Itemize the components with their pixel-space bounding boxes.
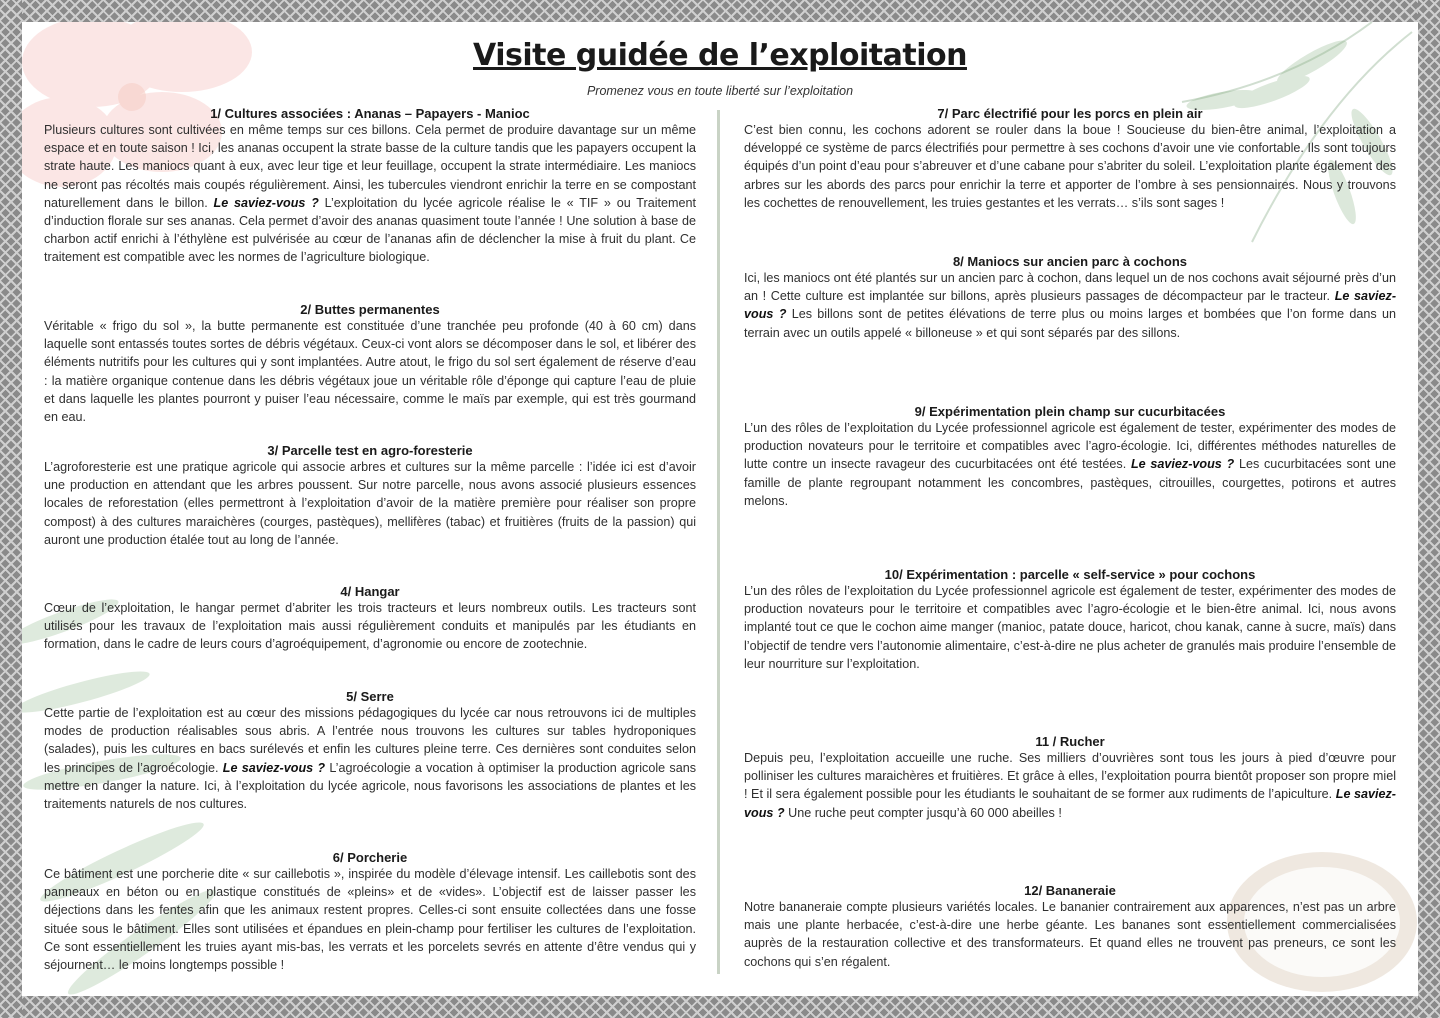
section-text: L’agroforesterie est une pratique agricole qui associe arbres et cultures sur la même parcelle : l’idée ici est d’avoir une production en attendant que les arbres poussent. Sur notre parcelle, nous avons associé plusieurs essences locales de reforestation (elles permettront à l’exploitation d’avoir de la matière première pour réaliser son propre compost) à des cultures maraichères (courges, pastèques), mellifères (tabac) et fruitières (fruits de la passion) qui auront une production étalée tout au long de l’année. — [44, 460, 696, 547]
section-cultures-associees — [44, 106, 696, 267]
saviez-text: L’agroécologie a vocation à optimiser la production agricole sans mettre en danger la nature. Ici, à l’exploitation du lycée agricole, nous favorisons les associations de plantes et les traitements naturels de nos cultures. — [44, 760, 696, 812]
section-body: Ici, les maniocs ont été plantés sur un ancien parc à cochon, dans lequel un de nos cochons avait séjourné près d’un an ! Cette culture est implantée sur billons, après plusieurs passages de décompacteur par le tracteur. — [744, 271, 1396, 304]
section-heading: 10/ Expérimentation : parcelle « self-service » pour cochons — [884, 567, 1256, 582]
section-agro-foresterie — [44, 443, 696, 549]
section-text: L’un des rôles de l’exploitation du Lycée professionnel agricole est également de tester, expérimenter des modes de production novateurs pour le territoire et compatibles avec l’agro-écologie et le bien-être animal. Ici, nous avons implanté tout ce que le cochon aime manger (manioc, patate douce, haricot, chou kanak, canne à sucre, maïs) dans l’objectif de tendre vers l’autonomie alimentaire, c’est-à-dire ne plus acheter de granulés mais produire l’ensemble de leur nourriture sur l’exploitation. — [744, 584, 1396, 671]
section-buttes-permanentes — [44, 302, 696, 426]
saviez-text: Les cucurbitacées sont une famille de plante regroupant notamment les concombres, pastèques, citrouilles, courgettes, potirons et autres melons. — [744, 457, 1397, 508]
section-text: Notre bananeraie compte plusieurs variétés locales. Le bananier contrairement aux apparences, n’est pas un arbre mais une plante herbacée, c’est-à-dire une herbe géante. Les bananes sont essentiellement commercialisées auprès de la restauration collective et des transformateurs. Et quand elles ne trouvent pas preneurs, ce sont les cochons qui s’en régalent. — [744, 900, 1396, 969]
page-title: Visite guidée de l’exploitation — [473, 38, 967, 73]
section-heading: 4/ Hangar — [340, 584, 400, 599]
section-text — [744, 269, 1396, 342]
page-subtitle: Promenez vous en toute liberté sur l’exploitation — [586, 84, 854, 98]
section-bananeraie — [744, 883, 1396, 971]
section-heading: 9/ Expérimentation plein champ sur cucurbitacées — [914, 404, 1226, 419]
border-bottom — [0, 996, 1440, 1018]
saviez-text: L’exploitation du lycée agricole réalise le « TIF » ou Traitement d’induction florale sur ses ananas. Cela permet d’avoir des ananas quasiment toute l’année ! Une solution à base de charbon actif enrichi à l’éthylène est pulvérisée au cœur de l’ananas afin de déclencher la mise à fruit du plant. Ce traitement est compatible avec les normes de l’agriculture biologique. — [44, 195, 696, 265]
section-cucurbitacees — [744, 404, 1396, 510]
section-body: Plusieurs cultures sont cultivées en même temps sur ces billons. Cela permet de produire davantage sur un même espace et en toute saison ! Ici, les ananas occupent la strate basse de la culture tandis que les papayers occupent la strate haute. Les maniocs quant à eux, avec leur tige et leur feuillage, occupent la strate intermédiaire. Les maniocs ne seront pas récoltés mais coupés régulièrement. Ainsi, les tubercules viendront enrichir la terre en se compostant naturellement dans le billon. — [44, 123, 696, 210]
section-heading: 6/ Porcherie — [332, 850, 408, 865]
section-heading: 7/ Parc électrifié pour les porcs en plein air — [937, 106, 1203, 121]
section-rucher — [744, 734, 1396, 822]
saviez-label: Le saviez-vous ? — [744, 289, 1397, 322]
section-porcherie — [44, 850, 696, 974]
saviez-label: Le saviez-vous ? — [744, 787, 1397, 820]
saviez-label: Le saviez-vous ? — [222, 760, 326, 775]
section-heading: 12/ Bananeraie — [1024, 883, 1116, 898]
section-heading: 11 / Rucher — [1035, 734, 1105, 749]
section-hangar — [44, 584, 696, 654]
section-text: Véritable « frigo du sol », la butte permanente est constituée d’une tranchée peu profonde (40 à 60 cm) dans laquelle sont entassés toutes sortes de débris végétaux. Ceux-ci vont alors se décomposer dans le sol, et libérer des éléments nutritifs pour les cultures qui y sont implantées. Autre atout, le frigo du sol sert également de réserve d’eau : la matière organique contenue dans les débris végétaux joue un véritable rôle d’éponge qui capture l’eau de pluie et dans laquelle les plantes pourront y puiser l’eau nécessaire, comme le maïs par exemple, qui est très gourmand en eau. — [44, 319, 696, 425]
section-heading: 8/ Maniocs sur ancien parc à cochons — [952, 254, 1188, 269]
border-left — [0, 0, 22, 1018]
section-text: Cœur de l’exploitation, le hangar permet d’abriter les trois tracteurs et leurs nombreux outils. Les tracteurs sont utilisés pour les travaux de l’exploitation mais aussi régulièrement conduits et manipulés par les étudiants en formation, dans le cadre de leurs cours d’agroéquipement, d’agronomie ou encore de zootechnie. — [44, 601, 696, 652]
section-serre — [44, 689, 696, 813]
section-heading: 2/ Buttes permanentes — [300, 302, 440, 317]
section-body: L’un des rôles de l’exploitation du Lycée professionnel agricole est également de tester, expérimenter des modes de production novateurs pour le territoire et compatibles avec l’agro-écologie. Ici, différentes méthodes naturelles de lutte contre un insecte ravageur des cucurbitacées ont été testées. — [744, 421, 1396, 472]
border-top — [0, 0, 1440, 22]
section-text — [44, 121, 696, 267]
section-maniocs — [744, 254, 1396, 342]
border-right — [1418, 0, 1440, 1018]
section-text: Ce bâtiment est une porcherie dite « sur caillebotis », inspirée du modèle d’élevage intensif. Les caillebotis sont des panneaux en béton ou en plastique constitués de «pleins» et de «vides». L’objectif est de laisser passer les déjections dans les fentes afin que les animaux restent propres. Celles-ci sont ensuite collectées dans une fosse située sous le bâtiment. Elles sont utilisées et épandues en plein-champ pour fertiliser les cultures de l’exploitation. Ce sont essentiellement les truies ayant mis-bas, les verrats et les porcelets sevrés en attente d’être vendus qui y séjournent… le moins longtemps possible ! — [44, 867, 696, 973]
saviez-text: Les billons sont de petites élévations de terre plus ou moins larges et bombées que l’on forme dans un terrain avec un outils appelé « billoneuse » et qui sont séparés par des sillons. — [744, 307, 1396, 340]
page — [22, 22, 1418, 996]
section-text — [44, 704, 696, 813]
section-heading: 5/ Serre — [346, 689, 394, 704]
section-text: C’est bien connu, les cochons adorent se rouler dans la boue ! Soucieuse du bien-être animal, l’exploitation a développé ce système de parcs électrifiés pour permettre à ses cochons d’avoir une vie confortable. Ils sont toujours équipés d’un point d’eau pour s’abreuver et d’une cabane pour s’abriter du soleil. L’exploitation plante également des arbres sur les abords des parcs pour enrichir la terre et apporter de l’ombre à ses pensionnaires. Nous y trouvons les cochettes de renouvellement, les truies gestantes et les verrats… s’ils sont sages ! — [744, 123, 1396, 210]
section-text — [744, 419, 1396, 510]
saviez-text: Une ruche peut compter jusqu’à 60 000 abeilles ! — [788, 805, 1062, 820]
section-text — [744, 749, 1396, 822]
saviez-label: Le saviez-vous ? — [213, 195, 319, 210]
column-divider — [717, 110, 720, 974]
section-heading: 3/ Parcelle test en agro-foresterie — [267, 443, 473, 458]
section-heading: 1/ Cultures associées : Ananas – Papayers - Manioc — [210, 106, 530, 121]
section-self-service — [744, 567, 1396, 673]
section-body: Depuis peu, l’exploitation accueille une ruche. Ses milliers d’ouvrières sont tous les jours à pied d’œuvre pour polliniser les cultures maraichères et fruitières. Et grâce à elles, l’exploitation pourra bientôt proposer son propre miel ! Et il sera également possible pour les étudiants le souhaitant de se former aux rudiments de l’apiculture. — [744, 751, 1396, 802]
section-body: Cette partie de l’exploitation est au cœur des missions pédagogiques du lycée car nous retrouvons ici de multiples modes de production réalisables sous abris. A l’entrée nous trouvons les cultures sur tables hydroponiques (salades), puis les cultures en bacs surélevés et enfin les cultures pleine terre. Ces dernières sont conduites selon les principes de l’agroécologie. — [44, 706, 696, 775]
section-parc-electrifie — [744, 106, 1396, 212]
saviez-label: Le saviez-vous ? — [1130, 457, 1235, 472]
